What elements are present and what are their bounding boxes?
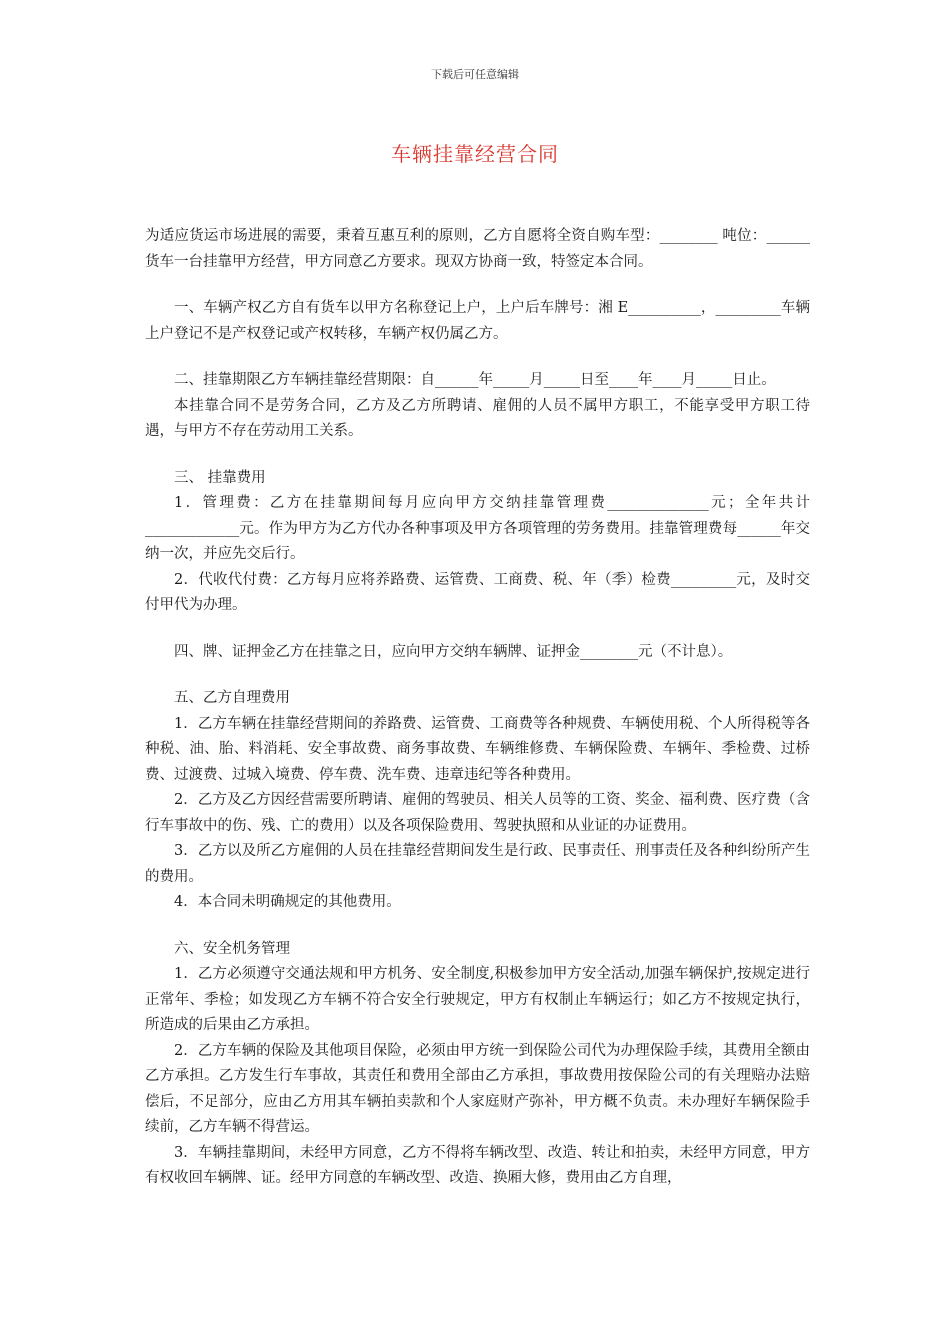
clause-4-deposit: 四、牌、证押金乙方在挂靠之日，应向甲方交纳车辆牌、证押金________元（不计息）。 xyxy=(174,643,733,660)
section-6-heading: 六、安全机务管理 xyxy=(174,940,290,957)
clause-5-2: 2．乙方及乙方因经营需要所聘请、雇佣的驾驶员、相关人员等的工资、奖金、福利费、医疗费（含行车事故中的伤、残、亡的费用）以及各项保险费用、驾驶执照和从业证的办证费用。 xyxy=(145,792,810,834)
clause-2-labor-note: 本挂靠合同不是劳务合同，乙方及乙方所聘请、雇佣的人员不属甲方职工，不能享受甲方职工待遇，与甲方不存在劳动用工关系。 xyxy=(145,397,810,439)
clause-3-2-collection-fee: 2．代收代付费：乙方每月应将养路费、运管费、工商费、税、年（季）检费_________元，及时交付甲代为办理。 xyxy=(145,571,810,613)
document-title: 车辆挂靠经营合同 xyxy=(391,142,559,166)
clause-5-1: 1．乙方车辆在挂靠经营期间的养路费、运管费、工商费等各种规费、车辆使用税、个人所得税等各种税、油、胎、料消耗、安全事故费、商务事故费、车辆维修费、车辆保险费、车辆年、季检费、过桥费、过渡费、过城入境费、停车费、洗车费、违章违纪等各种费用。 xyxy=(145,715,810,783)
document-body xyxy=(145,224,810,1192)
clause-1-vehicle-ownership: 一、车辆产权乙方自有货车以甲方名称登记上户，上户后车牌号：湘 E__________，_________车辆上户登记不是产权登记或产权转移，车辆产权仍属乙方。 xyxy=(145,300,810,342)
clause-5-4: 4．本合同未明确规定的其他费用。 xyxy=(174,894,401,910)
page-header: 下载后可任意编辑 xyxy=(431,68,519,81)
clause-2-term: 二、挂靠期限乙方车辆挂靠经营期限：自______年_____月_____日至____年____月_____日止。 xyxy=(174,372,776,388)
clause-5-3: 3．乙方以及所乙方雇佣的人员在挂靠经营期间发生是行政、民事责任、刑事责任及各种纠纷所产生的费用。 xyxy=(145,843,810,885)
preamble-paragraph: 为适应货运市场进展的需要，秉着互惠互利的原则，乙方自愿将全资自购车型：________ 吨位：______货车一台挂靠甲方经营，甲方同意乙方要求。现双方协商一致，特签定本合同。 xyxy=(145,228,810,270)
clause-6-2: 2．乙方车辆的保险及其他项目保险，必须由甲方统一到保险公司代为办理保险手续，其费用全额由乙方承担。乙方发生行车事故，其责任和费用全部由乙方承担，事故费用按保险公司的有关理赔办法赔偿后，不足部分，应由乙方用其车辆拍卖款和个人家庭财产弥补，甲方概不负责。未办理好车辆保险手续前，乙方车辆不得营运。 xyxy=(145,1042,810,1135)
section-5-heading: 五、乙方自理费用 xyxy=(174,690,290,706)
clause-3-1-management-fee: 1．管理费：乙方在挂靠期间每月应向甲方交纳挂靠管理费______________元；全年共计_____________元。作为甲方为乙方代办各种事项及甲方各项管理的劳务费用。挂靠管理费每______年交纳一次，并应先交后行。 xyxy=(145,495,810,562)
clause-6-3: 3．车辆挂靠期间，未经甲方同意，乙方不得将车辆改型、改造、转让和拍卖，未经甲方同意，甲方有权收回车辆牌、证。经甲方同意的车辆改型、改造、换厢大修，费用由乙方自理， xyxy=(145,1144,810,1186)
clause-6-1: 1．乙方必须遵守交通法规和甲方机务、安全制度,积极参加甲方安全活动,加强车辆保护,按规定进行正常年、季检；如发现乙方车辆不符合安全行驶规定，甲方有权制止车辆运行；如乙方不按规定执行，所造成的后果由乙方承担。 xyxy=(145,966,810,1033)
section-3-heading: 三、 挂靠费用 xyxy=(174,469,266,486)
